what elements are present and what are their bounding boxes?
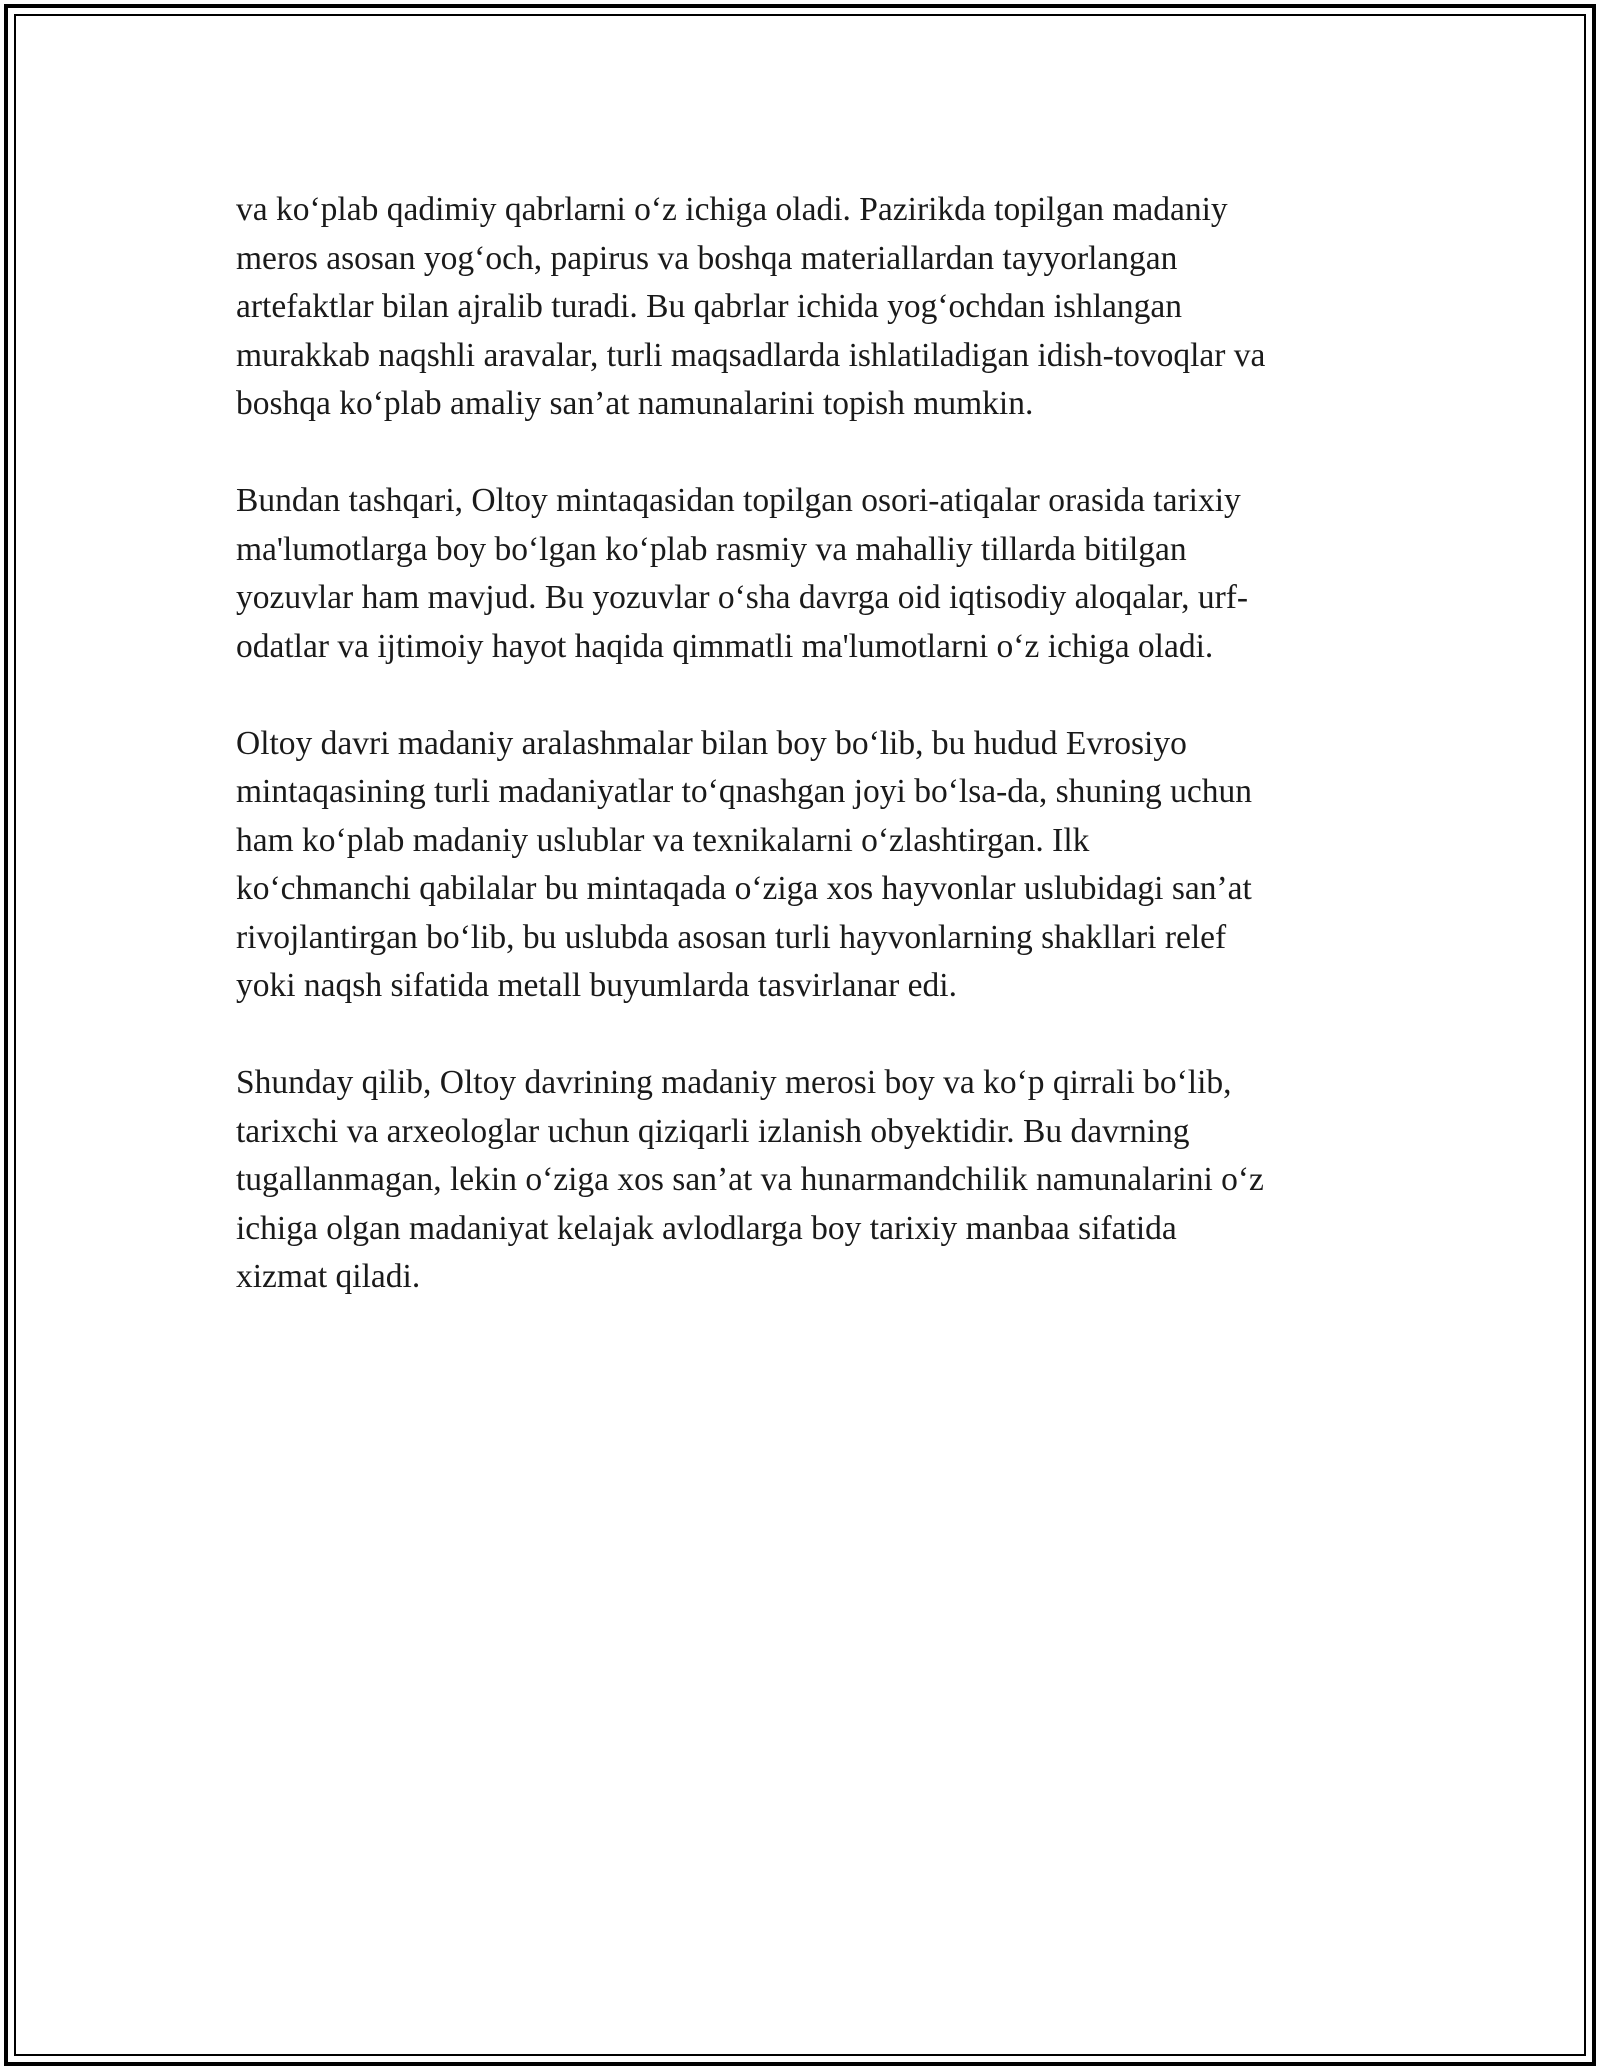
text-line: va ko‘plab qadimiy qabrlarni o‘z ichiga oladi. Pazirikda topilgan madaniy (236, 191, 1228, 228)
paragraph (236, 720, 1386, 1011)
text-line: yoki naqsh sifatida metall buyumlarda tasvirlanar edi. (236, 967, 957, 1004)
text-line: Bundan tashqari, Oltoy mintaqasidan topilgan osori-atiqalar orasida tarixiy (236, 482, 1241, 519)
text-line: yozuvlar ham mavjud. Bu yozuvlar o‘sha davrga oid iqtisodiy aloqalar, urf- (236, 579, 1249, 616)
text-line: meros asosan yog‘och, papirus va boshqa materiallardan tayyorlangan (236, 239, 1178, 277)
text-line: mintaqasining turli madaniyatlar to‘qnashgan joyi bo‘lsa-da, shuning uchun (236, 773, 1252, 810)
text-line: ma'lumotlarga boy bo‘lgan ko‘plab rasmiy va mahalliy tillarda bitilgan (236, 530, 1187, 568)
paragraph (236, 186, 1386, 429)
text-line: tarixchi va arxeologlar uchun qiziqarli izlanish obyektidir. Bu davrning (236, 1112, 1190, 1150)
text-line: artefaktlar bilan ajralib turadi. Bu qabrlar ichida yog‘ochdan ishlangan (236, 288, 1183, 325)
document-body (236, 186, 1386, 1350)
text-line: odatlar va ijtimoiy hayot haqida qimmatli ma'lumotlarni o‘z ichiga oladi. (236, 627, 1214, 665)
text-line: tugallanmagan, lekin o‘ziga xos san’at va hunarmandchilik namunalarini o‘z (236, 1161, 1264, 1198)
text-line: boshqa ko‘plab amaliy san’at namunalarini topish mumkin. (236, 385, 1034, 422)
text-line: ichiga olgan madaniyat kelajak avlodlarga boy tarixiy manbaa sifatida (236, 1209, 1177, 1247)
text-line: Oltoy davri madaniy aralashmalar bilan boy bo‘lib, bu hudud Evrosiyo (236, 724, 1187, 762)
text-line: murakkab naqshli aravalar, turli maqsadlarda ishlatiladigan idish-tovoqlar va (236, 336, 1266, 374)
text-line: ko‘chmanchi qabilalar bu mintaqada o‘ziga xos hayvonlar uslubidagi san’at (236, 870, 1252, 907)
text-line: rivojlantirgan bo‘lib, bu uslubda asosan turli hayvonlarning shakllari relef (236, 918, 1227, 956)
paragraph (236, 1059, 1386, 1302)
text-line: Shunday qilib, Oltoy davrining madaniy merosi boy va ko‘p qirrali bo‘lib, (236, 1064, 1232, 1101)
paragraph (236, 477, 1386, 671)
text-line: xizmat qiladi. (236, 1258, 421, 1295)
text-line: ham ko‘plab madaniy uslublar va texnikalarni o‘zlashtirgan. Ilk (236, 821, 1090, 859)
